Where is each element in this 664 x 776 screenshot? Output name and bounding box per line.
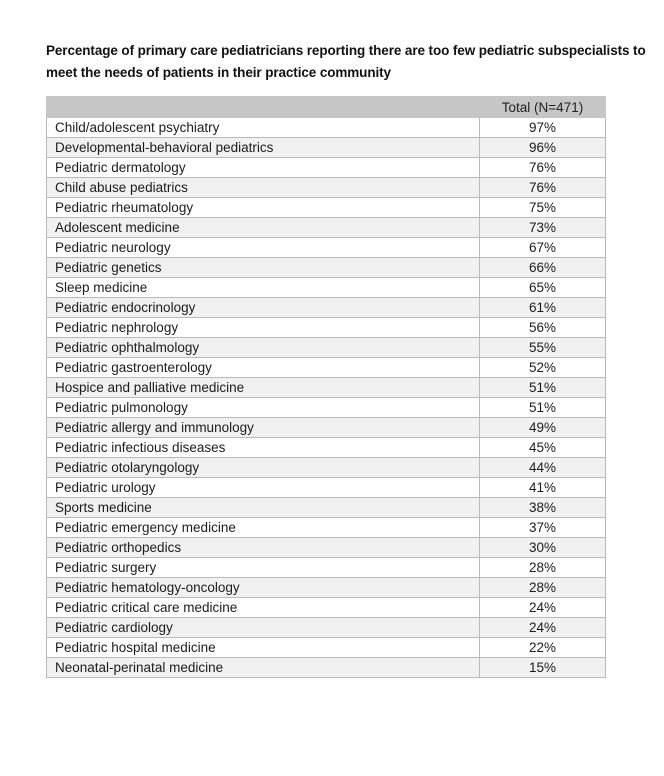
row-value: 37% bbox=[480, 518, 606, 538]
table-row bbox=[47, 478, 606, 498]
table-row bbox=[47, 358, 606, 378]
row-value: 28% bbox=[480, 578, 606, 598]
row-label: Adolescent medicine bbox=[47, 218, 480, 238]
row-value: 24% bbox=[480, 598, 606, 618]
table-row bbox=[47, 578, 606, 598]
row-label: Sports medicine bbox=[47, 498, 480, 518]
row-label: Pediatric infectious diseases bbox=[47, 438, 480, 458]
row-label: Sleep medicine bbox=[47, 278, 480, 298]
row-value: 51% bbox=[480, 398, 606, 418]
row-label: Pediatric orthopedics bbox=[47, 538, 480, 558]
table-row bbox=[47, 458, 606, 478]
data-table bbox=[46, 96, 606, 678]
row-label: Pediatric hematology-oncology bbox=[47, 578, 480, 598]
row-value: 51% bbox=[480, 378, 606, 398]
row-value: 76% bbox=[480, 178, 606, 198]
row-label: Pediatric otolaryngology bbox=[47, 458, 480, 478]
table-row bbox=[47, 238, 606, 258]
row-label: Pediatric endocrinology bbox=[47, 298, 480, 318]
table-row bbox=[47, 418, 606, 438]
table-row bbox=[47, 278, 606, 298]
table-row bbox=[47, 618, 606, 638]
chart-title: Percentage of primary care pediatricians reporting there are too few pediatric subspecialists to meet the needs of patients in their practice community bbox=[46, 43, 646, 80]
row-value: 41% bbox=[480, 478, 606, 498]
row-value: 22% bbox=[480, 638, 606, 658]
row-label: Child abuse pediatrics bbox=[47, 178, 480, 198]
table-row bbox=[47, 558, 606, 578]
row-value: 56% bbox=[480, 318, 606, 338]
row-value: 45% bbox=[480, 438, 606, 458]
row-label: Pediatric urology bbox=[47, 478, 480, 498]
row-value: 65% bbox=[480, 278, 606, 298]
table-row bbox=[47, 658, 606, 678]
table-row bbox=[47, 438, 606, 458]
row-value: 67% bbox=[480, 238, 606, 258]
row-label: Pediatric allergy and immunology bbox=[47, 418, 480, 438]
table-row bbox=[47, 398, 606, 418]
table-row bbox=[47, 378, 606, 398]
table-row bbox=[47, 498, 606, 518]
row-label: Pediatric hospital medicine bbox=[47, 638, 480, 658]
row-value: 38% bbox=[480, 498, 606, 518]
row-label: Pediatric cardiology bbox=[47, 618, 480, 638]
table-row bbox=[47, 298, 606, 318]
row-label: Developmental-behavioral pediatrics bbox=[47, 138, 480, 158]
table-row bbox=[47, 598, 606, 618]
row-label: Pediatric neurology bbox=[47, 238, 480, 258]
table-row bbox=[47, 218, 606, 238]
row-label: Pediatric critical care medicine bbox=[47, 598, 480, 618]
row-value: 96% bbox=[480, 138, 606, 158]
row-value: 61% bbox=[480, 298, 606, 318]
row-value: 75% bbox=[480, 198, 606, 218]
row-value: 44% bbox=[480, 458, 606, 478]
table-header-row bbox=[47, 97, 606, 118]
table-row bbox=[47, 138, 606, 158]
row-value: 49% bbox=[480, 418, 606, 438]
table-row bbox=[47, 638, 606, 658]
column-header-category bbox=[47, 97, 480, 118]
row-value: 76% bbox=[480, 158, 606, 178]
row-value: 66% bbox=[480, 258, 606, 278]
row-label: Pediatric pulmonology bbox=[47, 398, 480, 418]
table-row bbox=[47, 118, 606, 138]
row-value: 97% bbox=[480, 118, 606, 138]
row-value: 52% bbox=[480, 358, 606, 378]
row-label: Child/adolescent psychiatry bbox=[47, 118, 480, 138]
row-label: Pediatric dermatology bbox=[47, 158, 480, 178]
table-row bbox=[47, 318, 606, 338]
row-value: 73% bbox=[480, 218, 606, 238]
table-row bbox=[47, 178, 606, 198]
row-value: 24% bbox=[480, 618, 606, 638]
table-row bbox=[47, 158, 606, 178]
row-label: Pediatric gastroenterology bbox=[47, 358, 480, 378]
table-row bbox=[47, 518, 606, 538]
row-label: Pediatric rheumatology bbox=[47, 198, 480, 218]
row-value: 15% bbox=[480, 658, 606, 678]
row-label: Hospice and palliative medicine bbox=[47, 378, 480, 398]
row-value: 28% bbox=[480, 558, 606, 578]
row-label: Pediatric genetics bbox=[47, 258, 480, 278]
table-row bbox=[47, 258, 606, 278]
row-label: Pediatric ophthalmology bbox=[47, 338, 480, 358]
table-row bbox=[47, 198, 606, 218]
row-label: Pediatric surgery bbox=[47, 558, 480, 578]
row-label: Pediatric emergency medicine bbox=[47, 518, 480, 538]
row-label: Pediatric nephrology bbox=[47, 318, 480, 338]
table-row bbox=[47, 538, 606, 558]
table-row bbox=[47, 338, 606, 358]
row-label: Neonatal-perinatal medicine bbox=[47, 658, 480, 678]
row-value: 55% bbox=[480, 338, 606, 358]
row-value: 30% bbox=[480, 538, 606, 558]
table-body bbox=[47, 118, 606, 678]
column-header-total: Total (N=471) bbox=[480, 97, 606, 118]
